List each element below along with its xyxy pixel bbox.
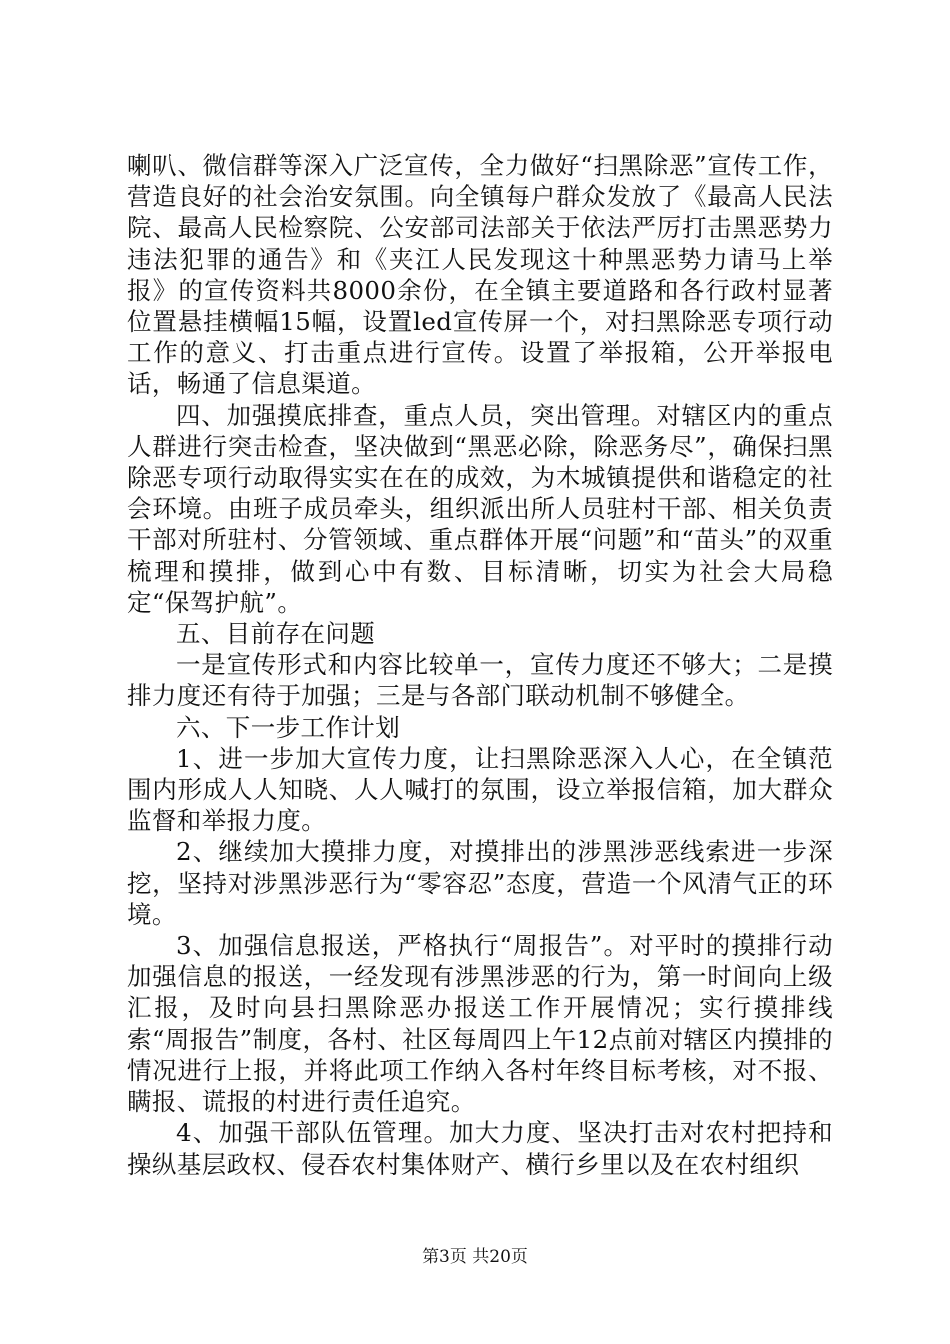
heading-section-five: 五、目前存在问题: [176, 619, 376, 649]
paragraph-publicity-continued: 喇叭、微信群等深入广泛宣传，全力做好“扫黑除恶”宣传工作，营造良好的社会治安氛围。向全镇每户群众发放了《最高人民法院、最高人民检察院、公安部司法部关于依法严厉打击黑恶势力违法犯罪的通告》和《夹江人民发现这十种黑恶势力请马上举报》的宣传资料共8000余份，在全镇主要道路和各行政村显著位置悬挂横幅15幅，设置led宣传屏一个，对扫黑除恶专项行动工作的意义、打击重点进行宣传。设置了举报箱，公开举报电话，畅通了信息渠道。: [127, 151, 833, 399]
document-body: [127, 150, 833, 1180]
paragraph-plan-item-4: 4、加强干部队伍管理。加大力度、坚决打击对农村把持和操纵基层政权、侵吞农村集体财产、横行乡里以及在农村组织: [127, 1118, 833, 1179]
paragraph-section-four: 四、加强摸底排查，重点人员，突出管理。对辖区内的重点人群进行突击检查，坚决做到“黑恶必除，除恶务尽”，确保扫黑除恶专项行动取得实实在在的成效，为木城镇提供和谐稳定的社会环境。由班子成员牵头，组织派出所人员驻村干部、相关负责干部对所驻村、分管领域、重点群体开展“问题”和“苗头”的双重梳理和摸排，做到心中有数、目标清晰，切实为社会大局稳定“保驾护航”。: [127, 400, 833, 617]
page-number-footer: 第3页 共20页: [422, 1247, 528, 1267]
paragraph-plan-item-2: 2、继续加大摸排力度，对摸排出的涉黑涉恶线索进一步深挖，坚持对涉黑涉恶行为“零容忍”态度，营造一个风清气正的环境。: [127, 837, 833, 929]
paragraph-plan-item-3: 3、加强信息报送，严格执行“周报告”。对平时的摸排行动加强信息的报送，一经发现有涉黑涉恶的行为，第一时间向上级汇报，及时向县扫黑除恶办报送工作开展情况；实行摸排线索“周报告”制度，各村、社区每周四上午12点前对辖区内摸排的情况进行上报，并将此项工作纳入各村年终目标考核，对不报、瞒报、谎报的村进行责任追究。: [127, 931, 833, 1117]
paragraph-existing-problems: 一是宣传形式和内容比较单一，宣传力度还不够大；二是摸排力度还有待于加强；三是与各部门联动机制不够健全。: [127, 650, 833, 711]
paragraph-plan-item-1: 1、进一步加大宣传力度，让扫黑除恶深入人心，在全镇范围内形成人人知晓、人人喊打的氛围，设立举报信箱，加大群众监督和举报力度。: [127, 743, 833, 836]
heading-section-six: 六、下一步工作计划: [176, 712, 401, 742]
